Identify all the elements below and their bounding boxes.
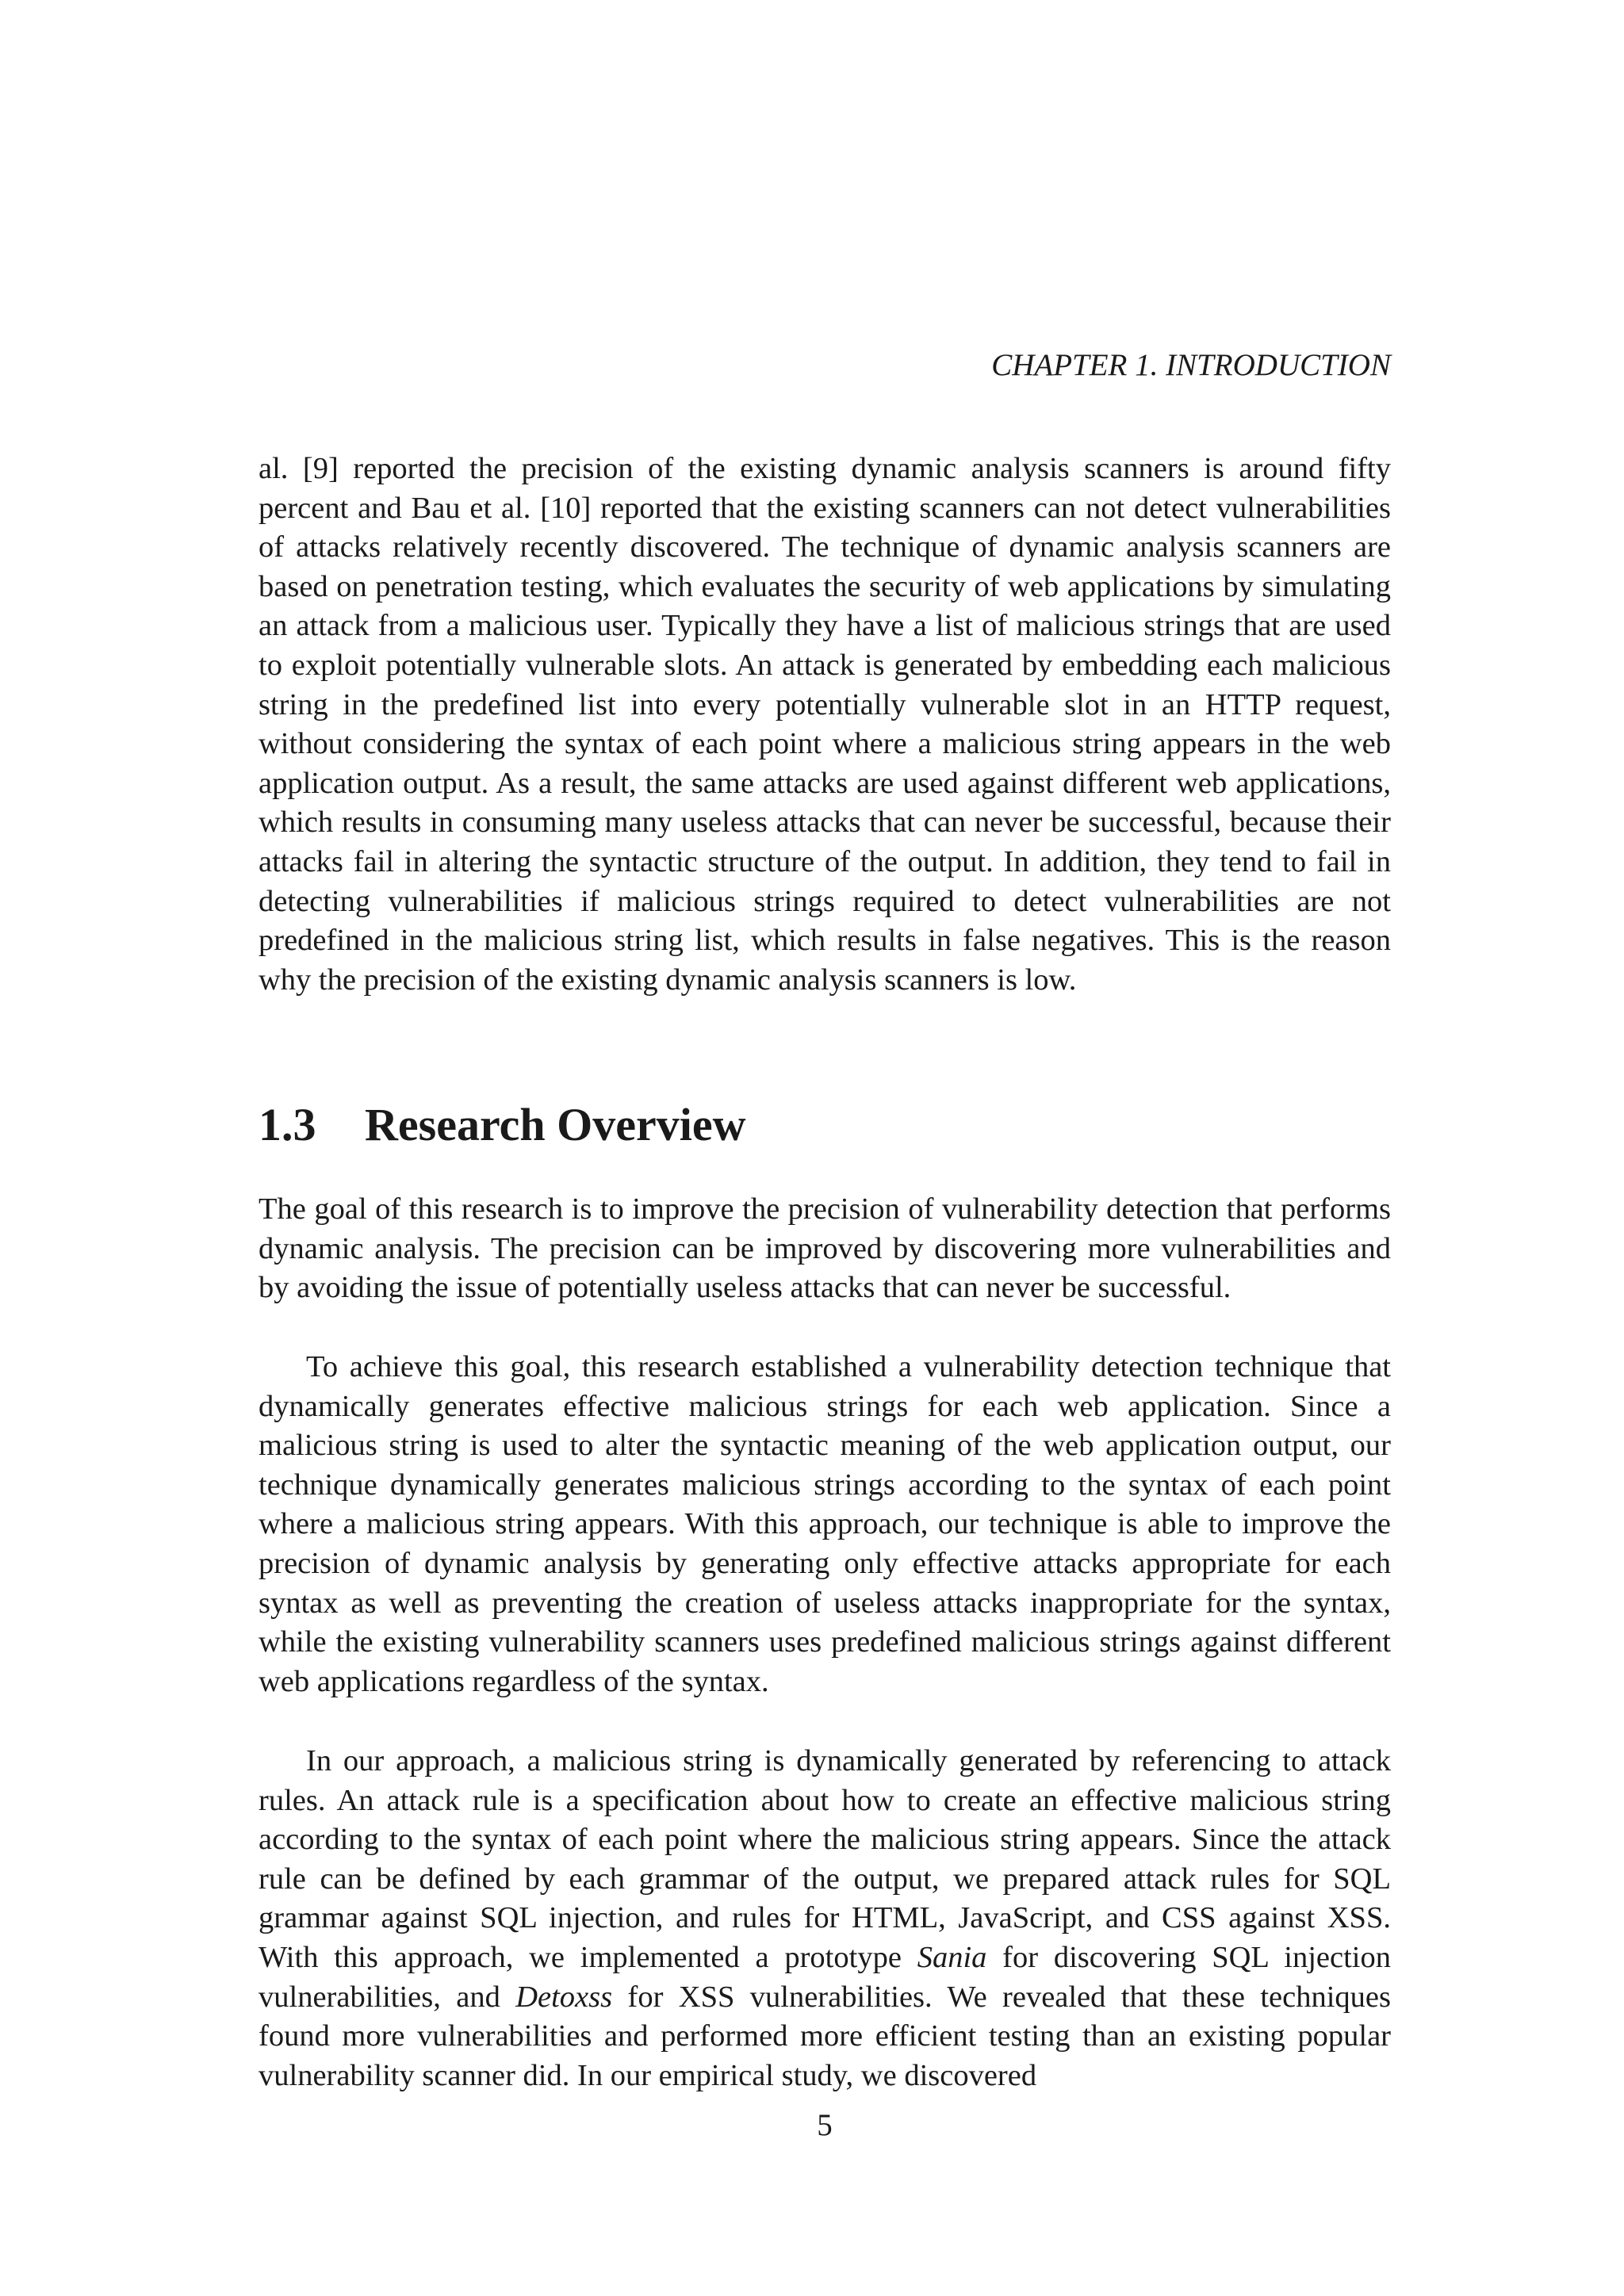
paragraph-technique bbox=[259, 1348, 1391, 1701]
paragraph-approach bbox=[259, 1742, 1391, 2095]
paragraph-1-text: al. [9] reported the precision of the existing dynamic analysis scanners is around fifty percent and Bau et al. [10] reported that the existing scanners can not detect vulnerabilities of attacks relatively recently discovered. The technique of dynamic analysis scanners are based on penetration testing, which evaluates the security of web applications by simulating an attack from a malicious user. Typically they have a list of malicious strings that are used to exploit potentially vulnerable slots. An attack is generated by embedding each malicious string in the predefined list into every potentially vulnerable slot in an HTTP request, without considering the syntax of each point where a malicious string appears in the web application output. As a result, the same attacks are used against different web applications, which results in consuming many useless attacks that can never be successful, because their attacks fail in altering the syntactic structure of the output. In addition, they tend to fail in detecting vulnerabilities if malicious strings required to detect vulnerabilities are not predefined in the malicious string list, which results in false negatives. This is the reason why the precision of the existing dynamic analysis scanners is low. bbox=[259, 452, 1391, 997]
paragraph-2-text: The goal of this research is to improve the precision of vulnerability detection that performs dynamic analysis. The precision can be improved by discovering more vulnerabilities and by avoiding the issue of potentially useless attacks that can never be successful. bbox=[259, 1192, 1391, 1305]
tool-name-sania: Sania bbox=[917, 1940, 987, 1974]
paragraph-3-text: To achieve this goal, this research established a vulnerability detection technique that dynamically generates effective malicious strings for each web application. Since a malicious string is used to alter the syntactic meaning of the web application output, our technique dynamically generates malicious strings according to the syntax of each point where a malicious string appears. With this approach, our technique is able to improve the precision of dynamic analysis by generating only effective attacks appropriate for each syntax as well as preventing the creation of useless attacks inappropriate for the syntax, while the existing vulnerability scanners uses predefined malicious strings against different web applications regardless of the syntax. bbox=[259, 1350, 1391, 1698]
section-number: 1.3 bbox=[259, 1099, 316, 1150]
paragraph-4-part-3: for XSS vulnerabilities. We revealed that these techniques found more vulnerabilities and performed more efficient testing than an existing popular vulnerability scanner did. In our empirical study, we discovered bbox=[259, 1980, 1391, 2092]
paragraph-continued bbox=[259, 450, 1391, 1000]
paragraph-4-part-1: In our approach, a malicious string is dynamically generated by referencing to attack rules. An attack rule is a specification about how to create an effective malicious string according to the syntax of each point where the malicious string appears. Since the attack rule can be defined by each grammar of the output, we prepared attack rules for SQL grammar against SQL injection, and rules for HTML, JavaScript, and CSS against XSS. With this approach, we implemented a prototype bbox=[259, 1744, 1391, 1974]
tool-name-detoxss: Detoxss bbox=[515, 1980, 613, 2014]
running-head: CHAPTER 1. INTRODUCTION bbox=[991, 348, 1391, 382]
paragraph-4-part-2: for discovering SQL injection vulnerabilities, and bbox=[259, 1940, 1391, 2014]
section-title: Research Overview bbox=[365, 1099, 746, 1150]
paragraph-4-text bbox=[259, 1742, 1391, 2095]
section-heading bbox=[259, 1097, 745, 1153]
page-number: 5 bbox=[817, 2108, 833, 2142]
paragraph-goal bbox=[259, 1190, 1391, 1308]
